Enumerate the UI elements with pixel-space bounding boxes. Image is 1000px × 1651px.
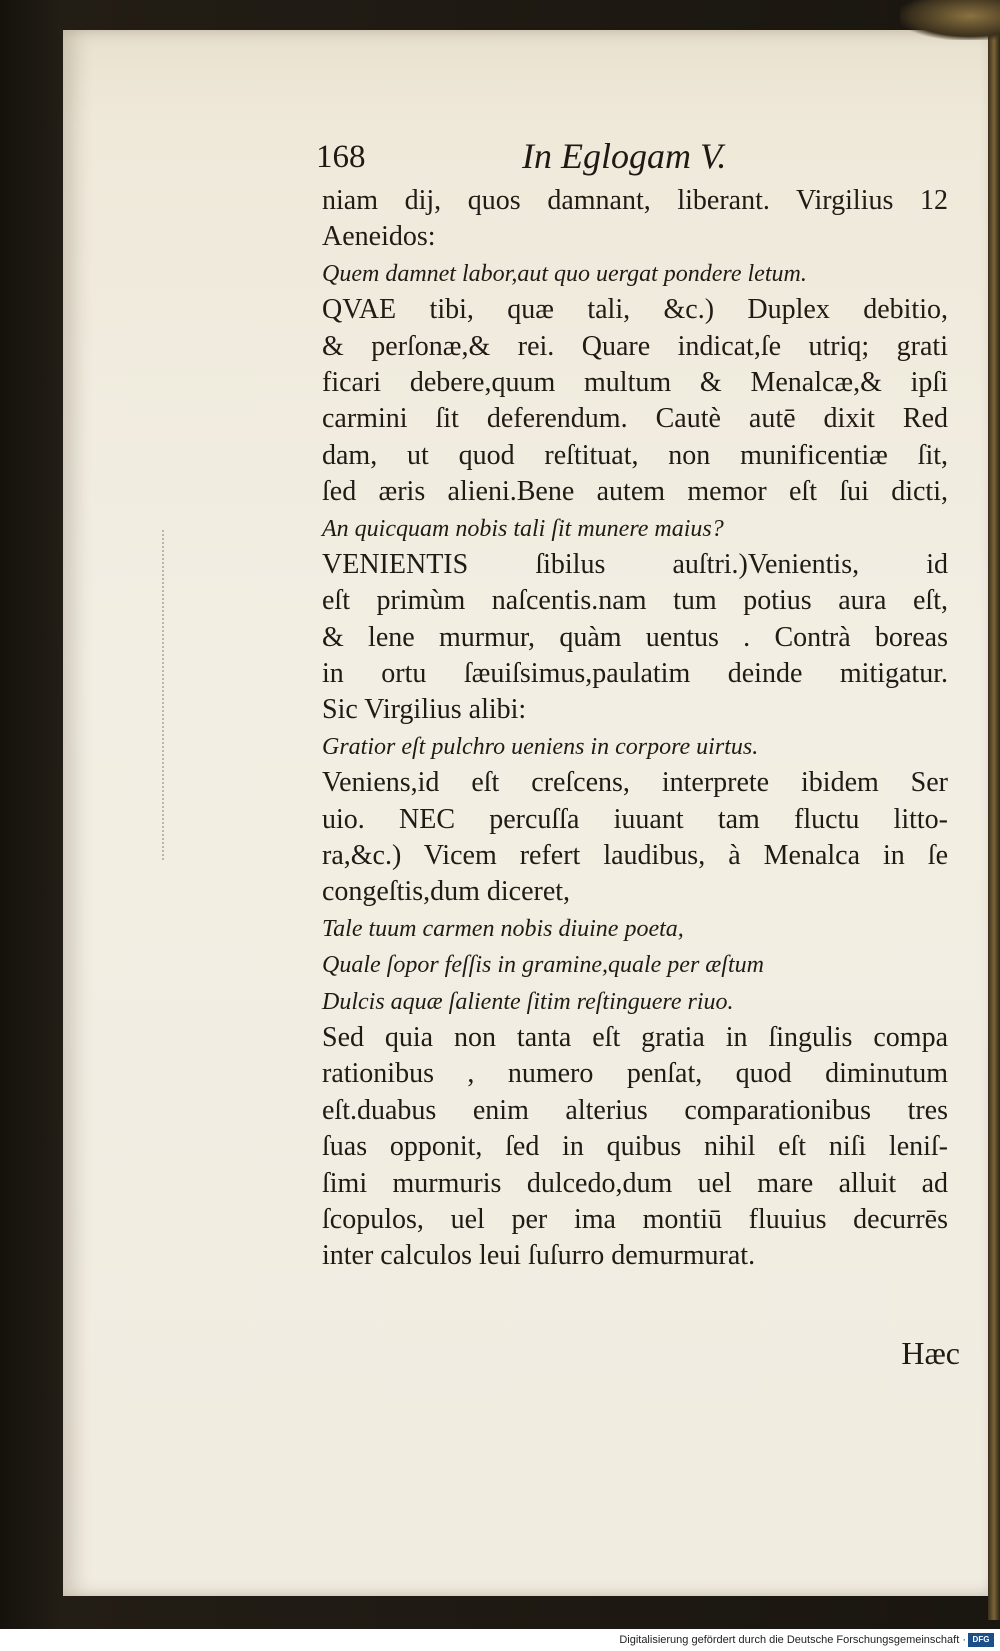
text-line: Sic Virgilius alibi: [322, 694, 527, 726]
text-line: & lene murmur, quàm uentus . Contrà boreas [322, 621, 948, 653]
text-line: ſuas opponit, ſed in quibus nihil eſt niſi leniſ- [322, 1131, 948, 1163]
text-line: ra,&c.) Vicem refert laudibus, à Menalca in ſe [322, 840, 948, 872]
text-line: Sed quia non tanta eſt gratia in ſingulis compa [322, 1021, 948, 1053]
text-line: uio. NEC percuſſa iuuant tam fluctu litto- [322, 803, 948, 835]
text-line: in ortu ſæuiſsimus,paulatim deinde mitigatur. [322, 658, 948, 690]
verse-quote: An quicquam nobis tali ſit munere maius? [322, 515, 724, 542]
text-line: VENIENTIS ſibilus auſtri.)Venientis, id [322, 548, 948, 580]
dfg-logo: DFG [968, 1633, 994, 1647]
page-number: 168 [316, 139, 366, 175]
catchword: Hæc [901, 1335, 960, 1371]
verse-quote: Quem damnet labor,aut quo uergat pondere letum. [322, 260, 807, 287]
text-line: ſcopulos, uel per ima montiū fluuius decurrēs [322, 1203, 948, 1235]
text-line: ficari debere,quum multum & Menalcæ,& ipſi [322, 366, 948, 398]
text-line: ſimi murmuris dulcedo,dum uel mare alluit ad [322, 1167, 948, 1199]
book-binding-edge [988, 0, 1000, 1620]
text-line: eſt.duabus enim alterius comparationibus tres [322, 1094, 948, 1126]
verse-quote: Gratior eſt pulchro ueniens in corpore uirtus. [322, 733, 759, 760]
verse-quote: Dulcis aquæ ſaliente ſitim reſtinguere riuo. [322, 988, 734, 1015]
text-line: niam dij, quos damnant, liberant. Virgilius 12 [322, 185, 948, 216]
text-line: Veniens,id eſt creſcens, interprete ibidem Ser [322, 767, 948, 799]
text-line: & perſonæ,& rei. Quare indicat,ſe utriq; grati [322, 330, 948, 362]
verse-quote: Tale tuum carmen nobis diuine poeta, [322, 915, 684, 942]
running-head [316, 135, 936, 185]
funding-credit: Digitalisierung gefördert durch die Deutsche Forschungsgemeinschaft · [619, 1634, 966, 1646]
verse-quote: Quale ſopor feſſis in gramine,quale per æſtum [322, 952, 764, 979]
text-line: Aeneidos: [322, 221, 436, 253]
running-title: In Eglogam V. [522, 136, 727, 176]
text-line: rationibus , numero penſat, quod diminutum [322, 1058, 948, 1090]
body-text [322, 183, 948, 1275]
text-line: eſt primùm naſcentis.nam tum potius aura eſt, [322, 585, 948, 617]
text-line: inter calculos leui ſuſurro demurmurat. [322, 1240, 756, 1272]
text-line: carmini ſit deferendum. Cautè autē dixit Red [322, 403, 948, 435]
gutter-marks [162, 530, 172, 860]
text-line: dam, ut quod reſtituat, non munificentiæ ſit, [322, 439, 948, 471]
digitization-footer [0, 1629, 1000, 1651]
text-line: congeſtis,dum diceret, [322, 876, 571, 908]
text-line: QVAE tibi, quæ tali, &c.) Duplex debitio, [322, 294, 948, 326]
cover-corner [900, 0, 1000, 40]
text-line: ſed æris alieni.Bene autem memor eſt ſui dicti, [322, 476, 948, 508]
